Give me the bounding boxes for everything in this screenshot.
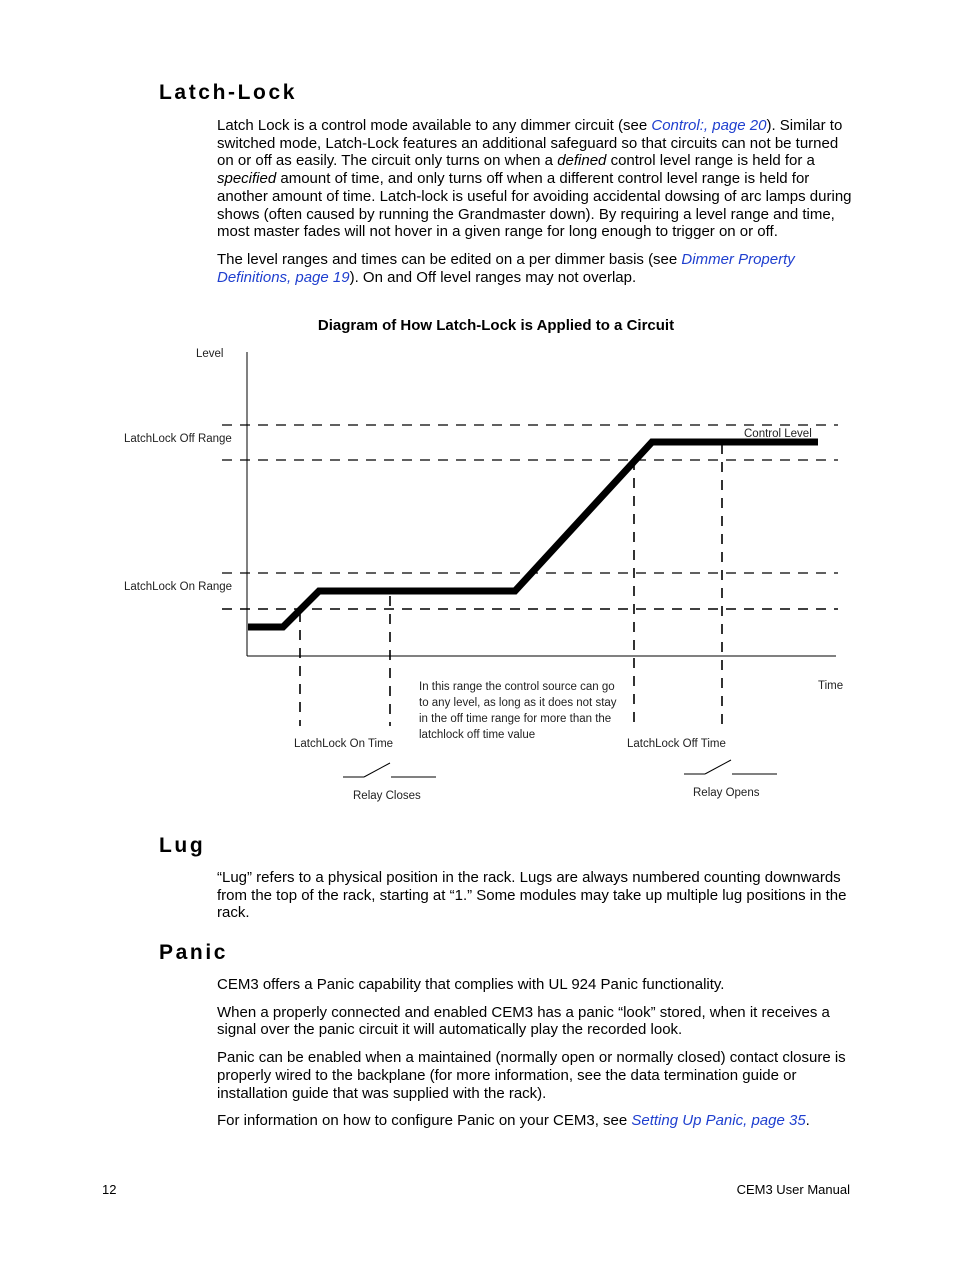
- control-level-curve: [248, 442, 818, 627]
- text-run: ). Similar to switched mode, Latch-Lock features an additional safeguard so that circuits can not be turned on or off as easily. The circuit only turns on when a: [217, 117, 843, 170]
- dimmer-property-link[interactable]: Dimmer Property Definitions, page 19: [217, 250, 795, 286]
- text-run: .: [805, 1112, 810, 1130]
- footer-manual-title: CEM3 User Manual: [736, 1182, 850, 1197]
- emphasis-defined: defined: [557, 152, 607, 170]
- control-level-label: Control Level: [744, 428, 812, 440]
- y-axis-label: Level: [196, 348, 224, 360]
- text-run: The level ranges and times can be edited on a per dimmer basis (see: [217, 250, 682, 268]
- setting-up-panic-link[interactable]: Setting Up Panic, page 35: [631, 1112, 806, 1130]
- emphasis-specified: specified: [217, 170, 277, 188]
- text-run: For information on how to configure Panic on your CEM3, see: [217, 1112, 632, 1130]
- page-number: 12: [102, 1182, 117, 1197]
- off-time-label: LatchLock Off Time: [627, 738, 726, 750]
- lug-paragraph: “Lug” refers to a physical position in the rack. Lugs are always numbered counting downwards from the top of the rack, starting at “1.” Some modules may take up multiple lug positions in the rack.: [217, 869, 847, 922]
- on-range-label: LatchLock On Range: [124, 581, 233, 593]
- diagram-caption: Diagram of How Latch-Lock is Applied to a Circuit: [317, 317, 675, 334]
- text-run: amount of time, and only turns off when a different control level range is held for another amount of time. Latch-lock is useful for avoiding accidental dowsing of arc lamps during shows (often caused by running the Grandmaster down). By requiring a level range and time, most master fades will not hover in a given range for long enough to trigger on or off.: [217, 170, 852, 241]
- note-line: In this range the control source can go: [419, 681, 615, 693]
- panic-paragraph-3: Panic can be enabled when a maintained (normally open or normally closed) contact closure is properly wired to the backplane (for more information, see the data termination guide or installation guide that was supplied with the rack).: [217, 1049, 846, 1102]
- text-run: control level range is held for a: [606, 152, 815, 170]
- on-time-label: LatchLock On Time: [294, 738, 394, 750]
- panic-paragraph-1: CEM3 offers a Panic capability that complies with UL 924 Panic functionality.: [217, 976, 725, 993]
- off-range-label: LatchLock Off Range: [124, 433, 232, 445]
- note-line: latchlock off time value: [419, 729, 536, 741]
- text-run: Latch Lock is a control mode available to any dimmer circuit (see: [217, 117, 652, 134]
- lug-body: [217, 869, 857, 932]
- panic-paragraph-4: [217, 1112, 857, 1130]
- relay-closes-switch-icon: [343, 763, 436, 777]
- relay-closes-label: Relay Closes: [353, 790, 421, 802]
- relay-opens-switch-icon: [684, 760, 777, 774]
- panic-heading: Panic: [159, 941, 229, 964]
- lug-heading: Lug: [159, 834, 206, 857]
- note-line: to any level, as long as it does not stay: [419, 697, 617, 709]
- text-run: ). On and Off level ranges may not overlap.: [349, 268, 637, 286]
- x-axis-label: Time: [818, 680, 844, 692]
- latch-lock-heading: Latch-Lock: [159, 81, 298, 104]
- panic-body: [217, 976, 857, 1140]
- panic-paragraph-2: When a properly connected and enabled CEM3 has a panic “look” stored, when it receives a signal over the panic circuit it will automatically play the recorded look.: [217, 1003, 830, 1039]
- note-line: in the off time range for more than the: [419, 713, 612, 725]
- control-page-link[interactable]: Control:, page 20: [651, 117, 767, 134]
- relay-opens-label: Relay Opens: [693, 787, 760, 799]
